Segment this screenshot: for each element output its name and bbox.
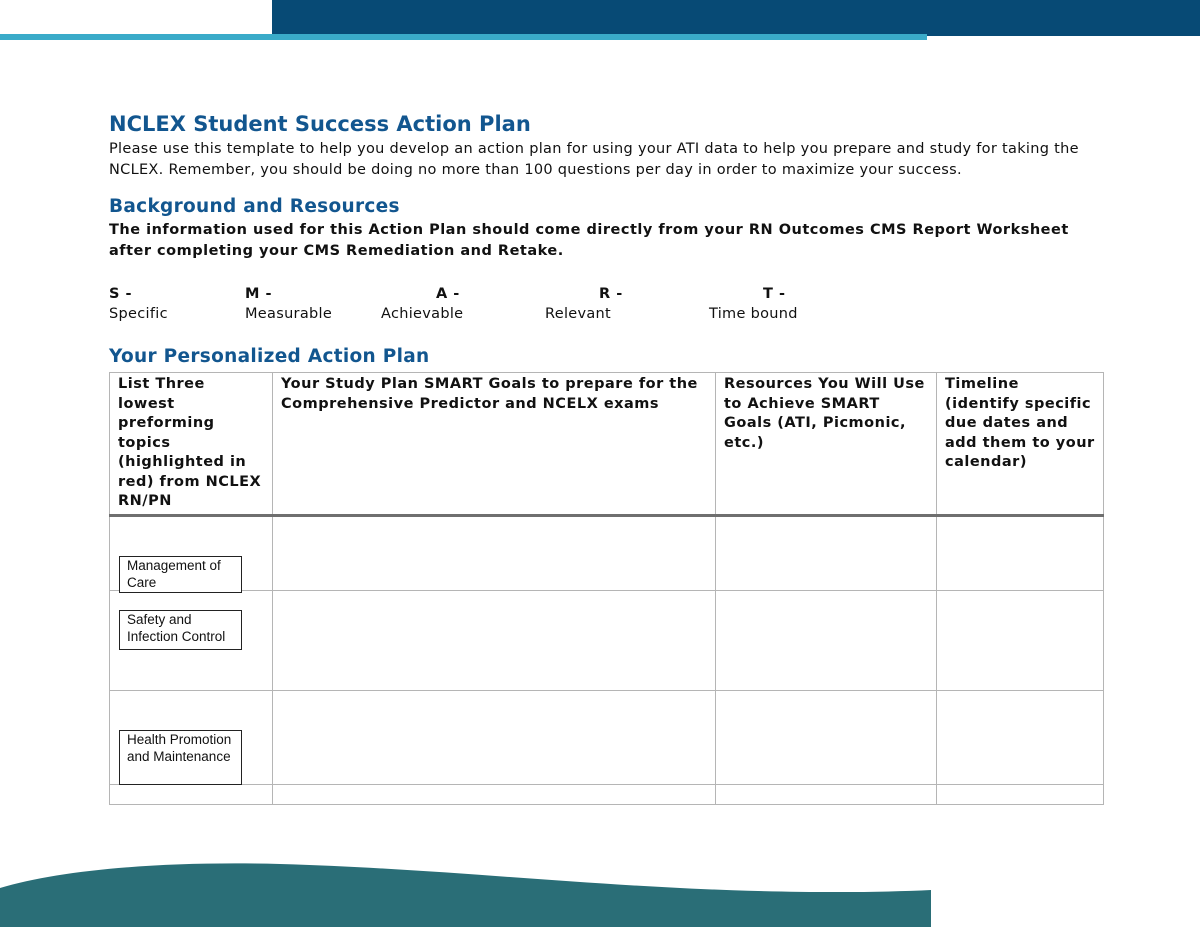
goals-cell[interactable] [273,690,716,784]
smart-letter: R - [599,286,623,302]
topic-label: Health Promotion and Maintenance [119,730,242,785]
header-bar-light [0,34,927,40]
empty-cell [110,784,273,804]
topic-cell [110,515,273,590]
document-body [109,110,1103,326]
column-header-topics: List Three lowest preforming topics (highlighted in red) from NCLEX RN/PN [110,373,273,516]
smart-word: Time bound [709,306,798,322]
topic-cell [110,590,273,690]
smart-word: Relevant [545,306,612,322]
table-row [110,784,1104,804]
column-header-resources: Resources You Will Use to Achieve SMART Goals (ATI, Picmonic, etc.) [716,373,937,516]
smart-specific [109,284,168,325]
smart-letter: A - [436,286,460,302]
page-title: NCLEX Student Success Action Plan [109,112,531,136]
table-row [110,690,1104,784]
smart-letter: S - [109,286,133,302]
smart-word: Achievable [381,306,464,322]
empty-cell [273,784,716,804]
action-plan-table [109,372,1104,805]
table-row [110,515,1104,590]
empty-cell [937,784,1104,804]
smart-time-bound [709,284,798,325]
column-header-timeline: Timeline (identify specific due dates and add them to your calendar) [937,373,1104,516]
table-header-row [110,373,1104,516]
smart-relevant [545,284,623,325]
empty-cell [716,784,937,804]
smart-letter: T - [763,286,786,302]
smart-legend [109,284,1103,326]
goals-cell[interactable] [273,590,716,690]
column-header-goals: Your Study Plan SMART Goals to prepare for the Comprehensive Predictor and NCELX exams [273,373,716,516]
background-heading: Background and Resources [109,196,400,217]
resources-cell[interactable] [716,590,937,690]
smart-achievable [381,284,463,325]
footer-wave [0,855,1200,927]
smart-word: Measurable [245,306,333,322]
action-plan-heading: Your Personalized Action Plan [109,346,430,367]
topic-label: Safety and Infection Control [119,610,242,650]
intro-paragraph: Please use this template to help you develop an action plan for using your ATI data to help you prepare and study for taking the NCLEX. Remember, you should be doing no more than 100 questions per day in order to maximize your success. [109,141,1079,178]
resources-cell[interactable] [716,690,937,784]
resources-cell[interactable] [716,515,937,590]
goals-cell[interactable] [273,515,716,590]
timeline-cell[interactable] [937,690,1104,784]
smart-measurable [245,284,332,325]
timeline-cell[interactable] [937,515,1104,590]
header-bar-dark [272,0,1200,36]
smart-letter: M - [245,286,272,302]
table-row [110,590,1104,690]
smart-word: Specific [109,306,168,322]
timeline-cell[interactable] [937,590,1104,690]
background-note: The information used for this Action Plan should come directly from your RN Outcomes CMS Report Worksheet after completing your CMS Remediation and Retake. [109,222,1069,259]
topic-label: Management of Care [119,556,242,593]
topic-cell [110,690,273,784]
